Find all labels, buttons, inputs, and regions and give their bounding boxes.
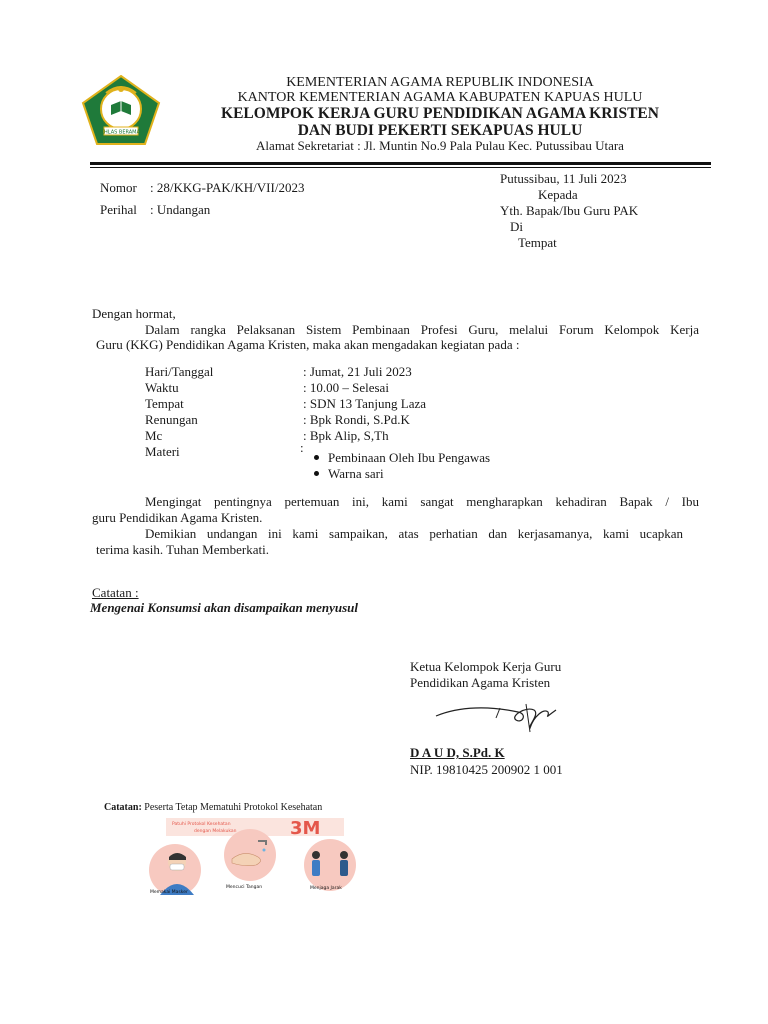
bullet-icon [314, 471, 319, 476]
para2-line-1: Mengingat pentingnya pertemuan ini, kami sangat mengharapkan kehadiran Bapak / Ibu [145, 494, 699, 509]
signature-image [430, 698, 560, 736]
detail-label: Renungan [145, 412, 198, 427]
banner-line-1: Patuhi Protokol Kesehatan [172, 822, 231, 827]
signer-name: D A U D, S.Pd. K [410, 745, 505, 760]
water-drop-icon [263, 849, 266, 852]
ministry-logo [80, 75, 162, 145]
header-rule-thick [90, 162, 711, 165]
person-body-icon [312, 860, 320, 876]
banner-3m: 3M [290, 818, 321, 839]
list-item [314, 466, 490, 482]
tempat-text: Tempat [518, 235, 557, 250]
perihal-label: Perihal [100, 202, 137, 217]
bullet-icon [314, 455, 319, 460]
header-rule-thin [90, 167, 711, 168]
materi-item: Pembinaan Oleh Ibu Pengawas [328, 450, 491, 465]
detail-label: Materi [145, 444, 180, 459]
protocol-text: Peserta Tetap Mematuhi Protokol Kesehatan [144, 802, 323, 813]
para3-line-1: Demikian undangan ini kami sampaikan, atas perhatian dan kerjasamanya, kami ucapkan [145, 526, 683, 541]
para3-line-2: terima kasih. Tuhan Memberkati. [96, 542, 269, 557]
signer-title-line-1: Ketua Kelompok Kerja Guru [410, 659, 562, 674]
salutation: Dengan hormat, [92, 306, 176, 321]
nomor-label: Nomor [100, 180, 137, 195]
detail-label: Mc [145, 428, 163, 443]
di-text: Di [510, 219, 523, 234]
protocol-note [104, 802, 322, 814]
detail-label: Tempat [145, 396, 184, 411]
logo-motto: IKHLAS BERAMAL [99, 129, 143, 136]
header-line-organization: KELOMPOK KERJA GURU PENDIDIKAN AGAMA KRISTEN [221, 105, 659, 122]
materi-list [300, 450, 490, 482]
detail-value: : 10.00 – Selesai [303, 380, 389, 395]
list-item [314, 450, 490, 466]
person-body-icon [340, 860, 348, 876]
caption-masker: Memakai Masker [150, 890, 188, 895]
kepada-text: Kepada [538, 187, 578, 202]
detail-value: : Bpk Alip, S,Th [303, 428, 389, 443]
mask-icon [170, 864, 184, 870]
para2-line-2: guru Pendidikan Agama Kristen. [92, 510, 263, 525]
detail-label: Waktu [145, 380, 179, 395]
header-line-ministry: KEMENTERIAN AGAMA REPUBLIK INDONESIA [286, 75, 594, 90]
caption-cuci-tangan: Mencuci Tangan [226, 885, 263, 890]
recipient-text: Yth. Bapak/Ibu Guru PAK [500, 203, 639, 218]
caption-jaga-jarak: Menjaga Jarak [310, 886, 342, 891]
intro-line-1: Dalam rangka Pelaksanan Sistem Pembinaan Profesi Guru, melalui Forum Kelompok Kerja [145, 322, 699, 337]
note-text: Mengenai Konsumsi akan disampaikan menyusul [90, 600, 359, 615]
signer-nip: NIP. 19810425 200902 1 001 [410, 762, 563, 777]
person-icon [340, 851, 348, 859]
detail-value: : [300, 440, 304, 455]
place-date: Putussibau, 11 Juli 2023 [500, 171, 627, 186]
signer-title-line-2: Pendidikan Agama Kristen [410, 675, 551, 690]
detail-label: Hari/Tanggal [145, 364, 214, 379]
header-address: Alamat Sekretariat : Jl. Muntin No.9 Pala Pulau Kec. Putussibau Utara [256, 138, 624, 153]
header-line-organization-2: DAN BUDI PEKERTI SEKAPUAS HULU [297, 122, 583, 139]
note-label: Catatan : [92, 585, 139, 600]
detail-value: : SDN 13 Tanjung Laza [303, 396, 427, 411]
detail-value: : Jumat, 21 Juli 2023 [303, 364, 412, 379]
protocol-3m-illustration [140, 815, 380, 895]
banner-line-2: dengan Melakukan [194, 829, 237, 834]
nomor-value: : 28/KKG-PAK/KH/VII/2023 [150, 180, 305, 195]
protocol-label: Catatan: [104, 802, 142, 813]
intro-line-2: Guru (KKG) Pendidikan Agama Kristen, maka akan mengadakan kegiatan pada : [96, 337, 520, 352]
materi-item: Warna sari [328, 466, 384, 481]
header-line-office: KANTOR KEMENTERIAN AGAMA KABUPATEN KAPUAS HULU [237, 90, 643, 105]
person-icon [312, 851, 320, 859]
perihal-value: : Undangan [150, 202, 211, 217]
distancing-circle [304, 839, 356, 891]
detail-value: : Bpk Rondi, S.Pd.K [303, 412, 410, 427]
